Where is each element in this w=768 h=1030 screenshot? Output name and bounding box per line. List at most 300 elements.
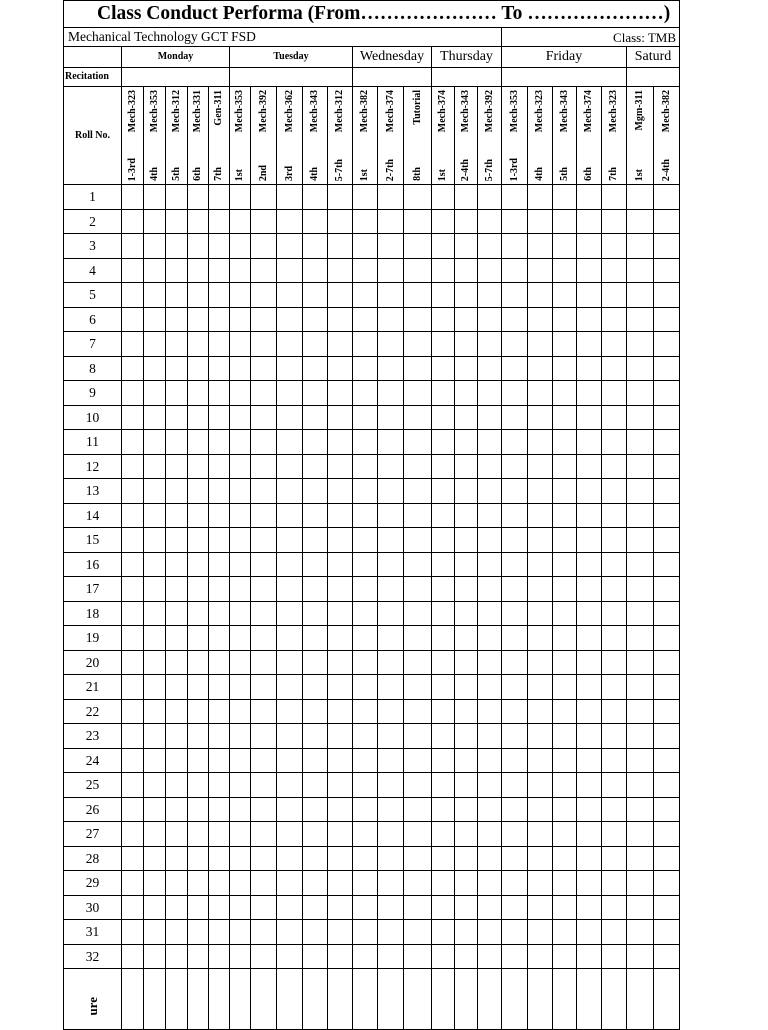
attendance-cell[interactable] — [553, 822, 577, 847]
attendance-cell[interactable] — [251, 797, 277, 822]
attendance-cell[interactable] — [432, 405, 455, 430]
attendance-cell[interactable] — [502, 528, 528, 553]
attendance-cell[interactable] — [627, 405, 654, 430]
attendance-cell[interactable] — [166, 258, 188, 283]
attendance-cell[interactable] — [144, 577, 166, 602]
attendance-cell[interactable] — [478, 626, 502, 651]
signature-cell[interactable] — [654, 969, 680, 1030]
attendance-cell[interactable] — [528, 503, 553, 528]
attendance-cell[interactable] — [455, 626, 478, 651]
attendance-cell[interactable] — [251, 699, 277, 724]
attendance-cell[interactable] — [502, 773, 528, 798]
attendance-cell[interactable] — [577, 503, 602, 528]
attendance-cell[interactable] — [230, 895, 251, 920]
attendance-cell[interactable] — [303, 381, 328, 406]
signature-cell[interactable] — [251, 969, 277, 1030]
attendance-cell[interactable] — [144, 258, 166, 283]
attendance-cell[interactable] — [553, 258, 577, 283]
attendance-cell[interactable] — [230, 209, 251, 234]
attendance-cell[interactable] — [303, 430, 328, 455]
attendance-cell[interactable] — [122, 185, 144, 210]
attendance-cell[interactable] — [230, 552, 251, 577]
attendance-cell[interactable] — [251, 871, 277, 896]
attendance-cell[interactable] — [404, 601, 432, 626]
attendance-cell[interactable] — [478, 748, 502, 773]
attendance-cell[interactable] — [478, 307, 502, 332]
attendance-cell[interactable] — [432, 650, 455, 675]
attendance-cell[interactable] — [144, 209, 166, 234]
attendance-cell[interactable] — [627, 381, 654, 406]
attendance-cell[interactable] — [602, 797, 627, 822]
signature-cell[interactable] — [230, 969, 251, 1030]
signature-cell[interactable] — [353, 969, 378, 1030]
attendance-cell[interactable] — [502, 601, 528, 626]
attendance-cell[interactable] — [455, 748, 478, 773]
attendance-cell[interactable] — [654, 381, 680, 406]
attendance-cell[interactable] — [209, 822, 230, 847]
attendance-cell[interactable] — [478, 528, 502, 553]
attendance-cell[interactable] — [432, 332, 455, 357]
attendance-cell[interactable] — [209, 626, 230, 651]
attendance-cell[interactable] — [627, 748, 654, 773]
attendance-cell[interactable] — [602, 430, 627, 455]
attendance-cell[interactable] — [209, 748, 230, 773]
attendance-cell[interactable] — [553, 185, 577, 210]
attendance-cell[interactable] — [602, 577, 627, 602]
attendance-cell[interactable] — [602, 552, 627, 577]
attendance-cell[interactable] — [577, 944, 602, 969]
attendance-cell[interactable] — [432, 283, 455, 308]
attendance-cell[interactable] — [577, 797, 602, 822]
attendance-cell[interactable] — [654, 724, 680, 749]
attendance-cell[interactable] — [528, 822, 553, 847]
attendance-cell[interactable] — [277, 920, 303, 945]
attendance-cell[interactable] — [230, 283, 251, 308]
attendance-cell[interactable] — [654, 773, 680, 798]
attendance-cell[interactable] — [553, 748, 577, 773]
attendance-cell[interactable] — [328, 895, 353, 920]
attendance-cell[interactable] — [122, 773, 144, 798]
attendance-cell[interactable] — [528, 258, 553, 283]
recitation-cell-thursday[interactable] — [432, 68, 502, 87]
attendance-cell[interactable] — [528, 601, 553, 626]
attendance-cell[interactable] — [188, 528, 209, 553]
attendance-cell[interactable] — [328, 699, 353, 724]
attendance-cell[interactable] — [209, 871, 230, 896]
attendance-cell[interactable] — [166, 307, 188, 332]
attendance-cell[interactable] — [303, 503, 328, 528]
attendance-cell[interactable] — [404, 626, 432, 651]
attendance-cell[interactable] — [602, 405, 627, 430]
attendance-cell[interactable] — [251, 209, 277, 234]
attendance-cell[interactable] — [303, 797, 328, 822]
attendance-cell[interactable] — [328, 846, 353, 871]
attendance-cell[interactable] — [455, 797, 478, 822]
attendance-cell[interactable] — [328, 430, 353, 455]
attendance-cell[interactable] — [166, 479, 188, 504]
attendance-cell[interactable] — [166, 773, 188, 798]
attendance-cell[interactable] — [528, 234, 553, 259]
attendance-cell[interactable] — [432, 552, 455, 577]
attendance-cell[interactable] — [144, 356, 166, 381]
attendance-cell[interactable] — [277, 528, 303, 553]
attendance-cell[interactable] — [602, 185, 627, 210]
attendance-cell[interactable] — [251, 528, 277, 553]
attendance-cell[interactable] — [602, 283, 627, 308]
attendance-cell[interactable] — [528, 797, 553, 822]
attendance-cell[interactable] — [602, 258, 627, 283]
attendance-cell[interactable] — [353, 773, 378, 798]
attendance-cell[interactable] — [654, 552, 680, 577]
attendance-cell[interactable] — [209, 234, 230, 259]
attendance-cell[interactable] — [251, 479, 277, 504]
attendance-cell[interactable] — [144, 895, 166, 920]
attendance-cell[interactable] — [144, 234, 166, 259]
attendance-cell[interactable] — [188, 185, 209, 210]
attendance-cell[interactable] — [478, 552, 502, 577]
attendance-cell[interactable] — [654, 332, 680, 357]
attendance-cell[interactable] — [455, 430, 478, 455]
attendance-cell[interactable] — [577, 552, 602, 577]
attendance-cell[interactable] — [654, 944, 680, 969]
attendance-cell[interactable] — [353, 846, 378, 871]
attendance-cell[interactable] — [166, 675, 188, 700]
attendance-cell[interactable] — [627, 601, 654, 626]
attendance-cell[interactable] — [303, 209, 328, 234]
attendance-cell[interactable] — [122, 699, 144, 724]
attendance-cell[interactable] — [577, 332, 602, 357]
attendance-cell[interactable] — [209, 699, 230, 724]
attendance-cell[interactable] — [404, 822, 432, 847]
attendance-cell[interactable] — [166, 234, 188, 259]
attendance-cell[interactable] — [303, 234, 328, 259]
attendance-cell[interactable] — [478, 209, 502, 234]
attendance-cell[interactable] — [528, 356, 553, 381]
attendance-cell[interactable] — [654, 846, 680, 871]
attendance-cell[interactable] — [353, 528, 378, 553]
attendance-cell[interactable] — [627, 552, 654, 577]
attendance-cell[interactable] — [432, 724, 455, 749]
attendance-cell[interactable] — [654, 307, 680, 332]
attendance-cell[interactable] — [303, 307, 328, 332]
attendance-cell[interactable] — [230, 503, 251, 528]
attendance-cell[interactable] — [188, 552, 209, 577]
attendance-cell[interactable] — [455, 528, 478, 553]
attendance-cell[interactable] — [144, 601, 166, 626]
attendance-cell[interactable] — [251, 258, 277, 283]
attendance-cell[interactable] — [478, 895, 502, 920]
attendance-cell[interactable] — [553, 528, 577, 553]
attendance-cell[interactable] — [303, 699, 328, 724]
attendance-cell[interactable] — [553, 846, 577, 871]
attendance-cell[interactable] — [378, 381, 404, 406]
attendance-cell[interactable] — [528, 209, 553, 234]
attendance-cell[interactable] — [209, 381, 230, 406]
attendance-cell[interactable] — [378, 920, 404, 945]
attendance-cell[interactable] — [353, 332, 378, 357]
attendance-cell[interactable] — [404, 724, 432, 749]
attendance-cell[interactable] — [230, 307, 251, 332]
signature-cell[interactable] — [328, 969, 353, 1030]
attendance-cell[interactable] — [277, 258, 303, 283]
attendance-cell[interactable] — [654, 209, 680, 234]
attendance-cell[interactable] — [577, 307, 602, 332]
attendance-cell[interactable] — [353, 503, 378, 528]
attendance-cell[interactable] — [627, 944, 654, 969]
attendance-cell[interactable] — [602, 724, 627, 749]
attendance-cell[interactable] — [654, 503, 680, 528]
attendance-cell[interactable] — [166, 454, 188, 479]
attendance-cell[interactable] — [353, 650, 378, 675]
attendance-cell[interactable] — [528, 675, 553, 700]
attendance-cell[interactable] — [553, 626, 577, 651]
attendance-cell[interactable] — [502, 332, 528, 357]
signature-cell[interactable] — [378, 969, 404, 1030]
attendance-cell[interactable] — [378, 797, 404, 822]
attendance-cell[interactable] — [478, 797, 502, 822]
attendance-cell[interactable] — [627, 699, 654, 724]
signature-cell[interactable] — [277, 969, 303, 1030]
attendance-cell[interactable] — [627, 479, 654, 504]
attendance-cell[interactable] — [577, 650, 602, 675]
attendance-cell[interactable] — [455, 944, 478, 969]
attendance-cell[interactable] — [188, 724, 209, 749]
attendance-cell[interactable] — [277, 650, 303, 675]
attendance-cell[interactable] — [209, 846, 230, 871]
attendance-cell[interactable] — [277, 430, 303, 455]
attendance-cell[interactable] — [528, 724, 553, 749]
attendance-cell[interactable] — [627, 773, 654, 798]
attendance-cell[interactable] — [502, 920, 528, 945]
attendance-cell[interactable] — [144, 528, 166, 553]
attendance-cell[interactable] — [627, 454, 654, 479]
attendance-cell[interactable] — [404, 797, 432, 822]
attendance-cell[interactable] — [328, 920, 353, 945]
attendance-cell[interactable] — [209, 332, 230, 357]
attendance-cell[interactable] — [432, 846, 455, 871]
attendance-cell[interactable] — [378, 307, 404, 332]
attendance-cell[interactable] — [166, 871, 188, 896]
attendance-cell[interactable] — [602, 234, 627, 259]
attendance-cell[interactable] — [602, 307, 627, 332]
attendance-cell[interactable] — [528, 185, 553, 210]
attendance-cell[interactable] — [627, 209, 654, 234]
attendance-cell[interactable] — [553, 871, 577, 896]
attendance-cell[interactable] — [277, 626, 303, 651]
attendance-cell[interactable] — [654, 356, 680, 381]
attendance-cell[interactable] — [404, 895, 432, 920]
attendance-cell[interactable] — [553, 601, 577, 626]
attendance-cell[interactable] — [144, 307, 166, 332]
signature-cell[interactable] — [577, 969, 602, 1030]
attendance-cell[interactable] — [303, 650, 328, 675]
attendance-cell[interactable] — [251, 944, 277, 969]
attendance-cell[interactable] — [122, 895, 144, 920]
attendance-cell[interactable] — [502, 209, 528, 234]
recitation-cell-saturday[interactable] — [627, 68, 680, 87]
attendance-cell[interactable] — [654, 626, 680, 651]
attendance-cell[interactable] — [209, 209, 230, 234]
attendance-cell[interactable] — [251, 503, 277, 528]
attendance-cell[interactable] — [144, 405, 166, 430]
attendance-cell[interactable] — [122, 405, 144, 430]
attendance-cell[interactable] — [303, 944, 328, 969]
attendance-cell[interactable] — [577, 773, 602, 798]
attendance-cell[interactable] — [455, 356, 478, 381]
attendance-cell[interactable] — [654, 234, 680, 259]
attendance-cell[interactable] — [328, 748, 353, 773]
attendance-cell[interactable] — [478, 675, 502, 700]
attendance-cell[interactable] — [378, 773, 404, 798]
attendance-cell[interactable] — [122, 283, 144, 308]
attendance-cell[interactable] — [528, 699, 553, 724]
attendance-cell[interactable] — [122, 503, 144, 528]
attendance-cell[interactable] — [188, 871, 209, 896]
attendance-cell[interactable] — [378, 503, 404, 528]
attendance-cell[interactable] — [209, 430, 230, 455]
attendance-cell[interactable] — [122, 381, 144, 406]
attendance-cell[interactable] — [602, 699, 627, 724]
attendance-cell[interactable] — [328, 724, 353, 749]
attendance-cell[interactable] — [654, 675, 680, 700]
attendance-cell[interactable] — [277, 185, 303, 210]
attendance-cell[interactable] — [251, 552, 277, 577]
attendance-cell[interactable] — [328, 601, 353, 626]
attendance-cell[interactable] — [353, 381, 378, 406]
attendance-cell[interactable] — [277, 454, 303, 479]
attendance-cell[interactable] — [166, 185, 188, 210]
attendance-cell[interactable] — [432, 871, 455, 896]
attendance-cell[interactable] — [378, 675, 404, 700]
attendance-cell[interactable] — [209, 552, 230, 577]
attendance-cell[interactable] — [122, 528, 144, 553]
attendance-cell[interactable] — [654, 479, 680, 504]
attendance-cell[interactable] — [602, 846, 627, 871]
attendance-cell[interactable] — [502, 724, 528, 749]
attendance-cell[interactable] — [251, 650, 277, 675]
attendance-cell[interactable] — [404, 846, 432, 871]
attendance-cell[interactable] — [378, 430, 404, 455]
attendance-cell[interactable] — [328, 454, 353, 479]
signature-cell[interactable] — [144, 969, 166, 1030]
attendance-cell[interactable] — [188, 479, 209, 504]
signature-cell[interactable] — [602, 969, 627, 1030]
attendance-cell[interactable] — [303, 332, 328, 357]
attendance-cell[interactable] — [455, 234, 478, 259]
attendance-cell[interactable] — [404, 234, 432, 259]
attendance-cell[interactable] — [144, 846, 166, 871]
attendance-cell[interactable] — [553, 479, 577, 504]
attendance-cell[interactable] — [378, 699, 404, 724]
attendance-cell[interactable] — [553, 381, 577, 406]
attendance-cell[interactable] — [502, 479, 528, 504]
attendance-cell[interactable] — [502, 307, 528, 332]
attendance-cell[interactable] — [455, 846, 478, 871]
attendance-cell[interactable] — [432, 773, 455, 798]
signature-cell[interactable] — [122, 969, 144, 1030]
attendance-cell[interactable] — [553, 797, 577, 822]
attendance-cell[interactable] — [353, 822, 378, 847]
attendance-cell[interactable] — [144, 503, 166, 528]
attendance-cell[interactable] — [230, 650, 251, 675]
attendance-cell[interactable] — [553, 503, 577, 528]
attendance-cell[interactable] — [328, 577, 353, 602]
attendance-cell[interactable] — [230, 430, 251, 455]
attendance-cell[interactable] — [432, 601, 455, 626]
attendance-cell[interactable] — [144, 650, 166, 675]
attendance-cell[interactable] — [455, 454, 478, 479]
attendance-cell[interactable] — [577, 626, 602, 651]
attendance-cell[interactable] — [577, 822, 602, 847]
attendance-cell[interactable] — [654, 748, 680, 773]
attendance-cell[interactable] — [230, 258, 251, 283]
attendance-cell[interactable] — [303, 283, 328, 308]
attendance-cell[interactable] — [144, 675, 166, 700]
attendance-cell[interactable] — [627, 675, 654, 700]
attendance-cell[interactable] — [122, 234, 144, 259]
attendance-cell[interactable] — [654, 430, 680, 455]
attendance-cell[interactable] — [353, 454, 378, 479]
attendance-cell[interactable] — [553, 724, 577, 749]
attendance-cell[interactable] — [230, 185, 251, 210]
attendance-cell[interactable] — [528, 283, 553, 308]
attendance-cell[interactable] — [602, 626, 627, 651]
attendance-cell[interactable] — [188, 283, 209, 308]
attendance-cell[interactable] — [303, 822, 328, 847]
attendance-cell[interactable] — [353, 577, 378, 602]
attendance-cell[interactable] — [328, 332, 353, 357]
attendance-cell[interactable] — [328, 552, 353, 577]
attendance-cell[interactable] — [251, 381, 277, 406]
attendance-cell[interactable] — [209, 650, 230, 675]
attendance-cell[interactable] — [577, 283, 602, 308]
attendance-cell[interactable] — [303, 920, 328, 945]
attendance-cell[interactable] — [303, 405, 328, 430]
attendance-cell[interactable] — [502, 454, 528, 479]
attendance-cell[interactable] — [166, 601, 188, 626]
attendance-cell[interactable] — [353, 356, 378, 381]
attendance-cell[interactable] — [353, 283, 378, 308]
attendance-cell[interactable] — [528, 552, 553, 577]
attendance-cell[interactable] — [627, 626, 654, 651]
attendance-cell[interactable] — [277, 209, 303, 234]
attendance-cell[interactable] — [122, 577, 144, 602]
attendance-cell[interactable] — [455, 479, 478, 504]
attendance-cell[interactable] — [502, 185, 528, 210]
attendance-cell[interactable] — [166, 699, 188, 724]
attendance-cell[interactable] — [577, 479, 602, 504]
attendance-cell[interactable] — [404, 332, 432, 357]
attendance-cell[interactable] — [166, 895, 188, 920]
attendance-cell[interactable] — [230, 234, 251, 259]
attendance-cell[interactable] — [277, 356, 303, 381]
attendance-cell[interactable] — [553, 577, 577, 602]
attendance-cell[interactable] — [478, 822, 502, 847]
attendance-cell[interactable] — [455, 724, 478, 749]
attendance-cell[interactable] — [654, 577, 680, 602]
attendance-cell[interactable] — [378, 479, 404, 504]
attendance-cell[interactable] — [404, 528, 432, 553]
attendance-cell[interactable] — [122, 258, 144, 283]
attendance-cell[interactable] — [251, 454, 277, 479]
attendance-cell[interactable] — [188, 797, 209, 822]
attendance-cell[interactable] — [602, 871, 627, 896]
attendance-cell[interactable] — [502, 283, 528, 308]
attendance-cell[interactable] — [328, 822, 353, 847]
attendance-cell[interactable] — [502, 381, 528, 406]
attendance-cell[interactable] — [277, 381, 303, 406]
attendance-cell[interactable] — [122, 479, 144, 504]
